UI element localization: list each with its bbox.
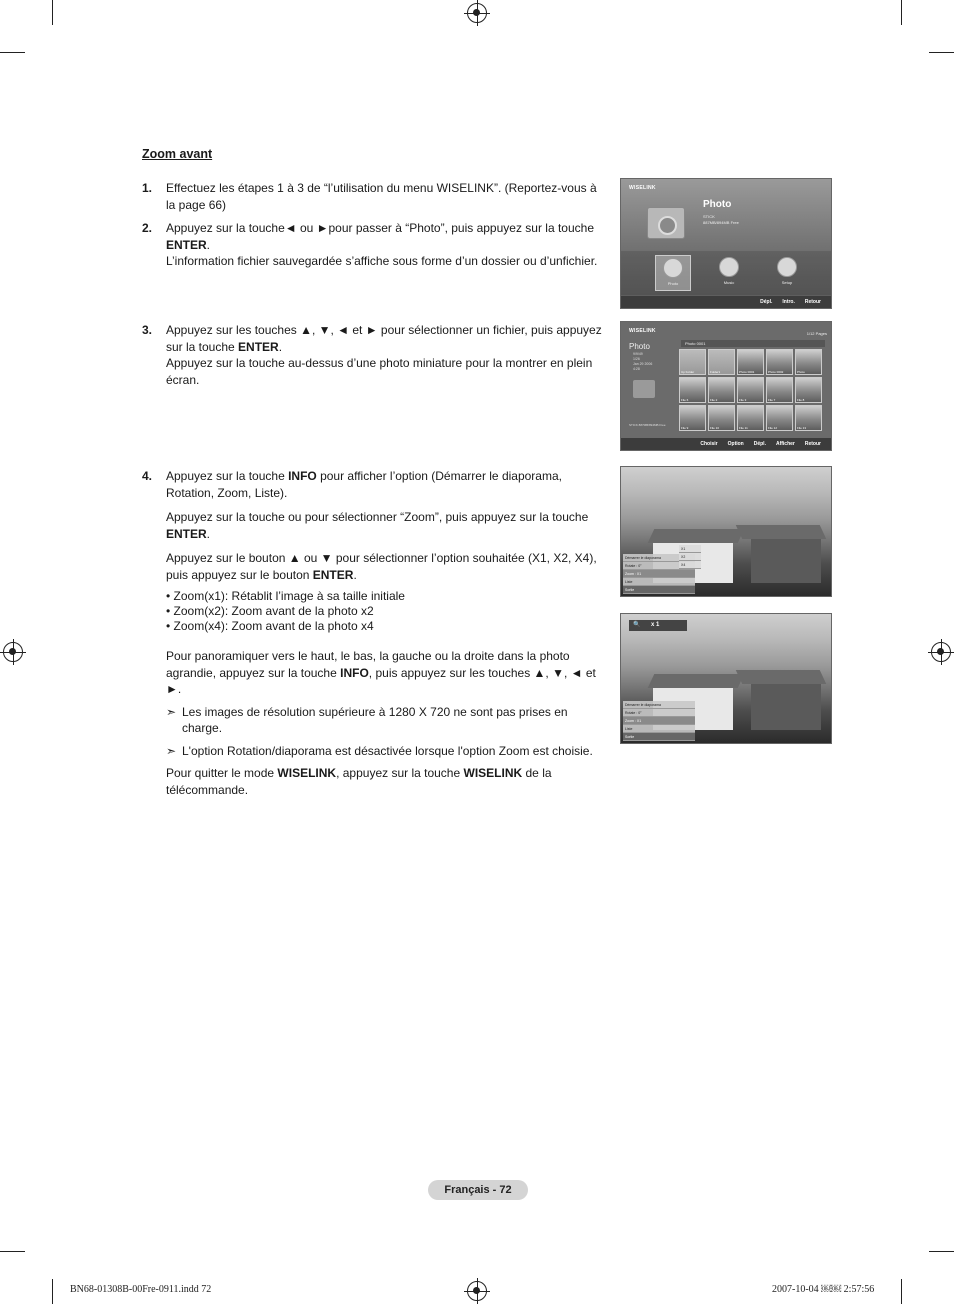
step-number: 4. [142,469,153,483]
wiselink-logo: WISELINK [629,185,656,191]
step-text: Pour panoramiquer vers le haut, le bas, la gauche ou la droite dans la photo agrandie, appuyez sur la touche INFO, puis appuyez sur les touches ▲, ▼, ◄ et ►. [166,649,596,696]
slug-right: 2007-10-04 ￼￼ 2:57:56 [772,1284,875,1295]
thumbnail[interactable]: File 12 [766,405,793,431]
thumbnail[interactable]: File 3 [737,377,764,403]
thumbnail[interactable]: File 13 [795,405,822,431]
thumbnail-grid [679,349,829,431]
registration-mark-icon [3,642,23,662]
option-list[interactable]: Liste [623,578,695,586]
registration-mark-icon [467,3,487,23]
thumbnail[interactable]: Up Folder [679,349,706,375]
option-exit[interactable]: Sortie [623,733,695,741]
crop-mark [901,1279,902,1304]
zoom-indicator: 🔍 x 1 [629,620,687,631]
option-rotate[interactable]: Rotate : 0° [623,562,695,570]
camera-icon [633,380,655,398]
step-text: Pour quitter le mode WISELINK, appuyez sur la touche WISELINK de la télécommande. [166,766,552,797]
menu-item-photo[interactable]: Photo [655,255,691,291]
device-info: STICK 887MB/894MB Free [703,214,739,225]
screen-title: Photo [703,199,732,210]
options-menu [623,701,695,741]
menu-item-setup[interactable]: Setup [769,255,805,291]
step-number: 2. [142,221,153,235]
section-title: Zoom avant [142,147,213,161]
thumbnail[interactable]: File 7 [766,377,793,403]
option-zoom[interactable]: Zoom : X1 [623,717,695,725]
thumbnail[interactable]: File 8 [795,377,822,403]
bullet-item: • Zoom(x2): Zoom avant de la photo x2 [166,604,374,618]
option-slideshow[interactable]: Démarrer le diaporama [623,701,695,709]
option-exit[interactable]: Sortie [623,586,695,594]
note-arrow-icon: ➣ [166,743,177,758]
registration-mark-icon [931,642,951,662]
thumbnail[interactable]: File 6 [679,377,706,403]
thumbnail[interactable]: Photo 0001 [737,349,764,375]
grid-header: Photo 0001 [681,340,825,347]
step-4 [142,468,606,806]
option-rotate[interactable]: Rotate : 0° [623,709,695,717]
house-roof [736,670,827,684]
bar-move: Dépl. [753,441,766,447]
house-wall [751,539,821,583]
thumbnail[interactable]: File 2 [708,377,735,403]
bar-enter: Intro. [782,299,795,305]
step-text: Appuyez sur la touche INFO pour afficher l’option (Démarrer le diaporama, Rotation, Zoom, Liste). [166,469,562,500]
bar-select: Choisir [700,441,718,447]
zoom-bullets [166,589,606,634]
step-3 [142,322,606,396]
thumbnail[interactable]: File 9 [679,405,706,431]
crop-mark [0,52,25,53]
crop-mark [901,0,902,25]
screenshot-wiselink-menu [620,178,832,309]
option-zoom[interactable]: Zoom : X1 [623,570,695,578]
option-list[interactable]: Liste [623,725,695,733]
wiselink-logo: WISELINK [629,328,656,334]
registration-mark-icon [467,1281,487,1301]
screenshot-photo-options [620,466,832,597]
bar-view: Afficher [775,441,795,447]
crop-mark [52,0,53,25]
step-number: 1. [142,181,153,195]
zoom-submenu [679,545,701,569]
control-bar [621,296,831,308]
bar-return: Retour [804,299,821,305]
bar-return: Retour [804,441,821,447]
crop-mark [0,1251,25,1252]
zoom-x4[interactable]: X4 [679,561,701,569]
control-bar [621,438,831,450]
crop-mark [929,1251,954,1252]
note: ➣ Les images de résolution supérieure à 1280 X 720 ne sont pas prises en charge. [166,704,568,735]
slug-left: BN68-01308B-00Fre-0911.indd 72 [70,1284,212,1295]
house-roof [648,529,745,543]
zoom-x2[interactable]: X2 [679,553,701,561]
bullet-item: • Zoom(x1): Rétablit l’image à sa taille initiale [166,589,405,603]
option-slideshow[interactable]: Démarrer le diaporama [623,554,695,562]
side-title: Photo [629,342,650,351]
thumbnail[interactable]: File 11 [737,405,764,431]
screenshot-photo-zoom [620,613,832,744]
thumbnail[interactable]: File 10 [708,405,735,431]
step-1 [142,180,606,221]
photo-icon [663,258,683,278]
headphones-icon [719,257,739,277]
gear-icon [777,257,797,277]
house-wall [751,684,821,730]
camera-icon [647,207,685,239]
thumbnail[interactable]: Folder1 [708,349,735,375]
house-roof [736,525,827,539]
step-text: Appuyez sur la touche ou pour sélectionner “Zoom”, puis appuyez sur la touche ENTER. [166,510,589,541]
step-text: Appuyez sur le bouton ▲ ou ▼ pour sélectionner l’option souhaitée (X1, X2, X4), puis appuyez sur le bouton ENTER. [166,551,597,582]
screenshot-photo-browser [620,321,832,451]
device-free: STICK 887MB/894MB Free [629,423,666,427]
step-text: Effectuez les étapes 1 à 3 de “l’utilisation du menu WISELINK”. (Reportez-vous à la page 66) [166,181,597,212]
page-indicator: 1/12 Pages [806,331,827,336]
bar-option: Option [727,441,744,447]
step-text: Appuyez sur la touche◄ ou ►pour passer à “Photo”, puis appuyez sur la touche ENTER. L’information fichier sauvegardée s’affiche sous forme d’un dossier ou d’unfichier. [166,221,598,268]
step-2 [142,220,606,278]
note: ➣ L'option Rotation/diaporama est désactivée lorsque l'option Zoom est choisie. [166,743,593,758]
step-text: Appuyez sur les touches ▲, ▼, ◄ et ► pour sélectionner un fichier, puis appuyez sur la touche ENTER. Appuyez sur la touche au-dessus d’une photo miniature pour la montrer en plein écran. [166,323,602,387]
bar-move: Dépl. [760,299,773,305]
menu-item-music[interactable]: Music [711,255,747,291]
thumbnail[interactable]: Photo 0002 [766,349,793,375]
house-roof [648,674,745,688]
thumbnail[interactable]: Photo [795,349,822,375]
note-arrow-icon: ➣ [166,704,177,719]
file-info: 9/9/49 1/26 Jan 29 2006 4:28 [633,352,653,371]
magnifier-icon: 🔍 [633,622,641,628]
bullet-item: • Zoom(x4): Zoom avant de la photo x4 [166,619,374,633]
crop-mark [52,1279,53,1304]
step-number: 3. [142,323,153,337]
crop-mark [929,52,954,53]
zoom-x1[interactable]: X1 [679,545,701,553]
page-footer: Français - 72 [428,1180,528,1200]
